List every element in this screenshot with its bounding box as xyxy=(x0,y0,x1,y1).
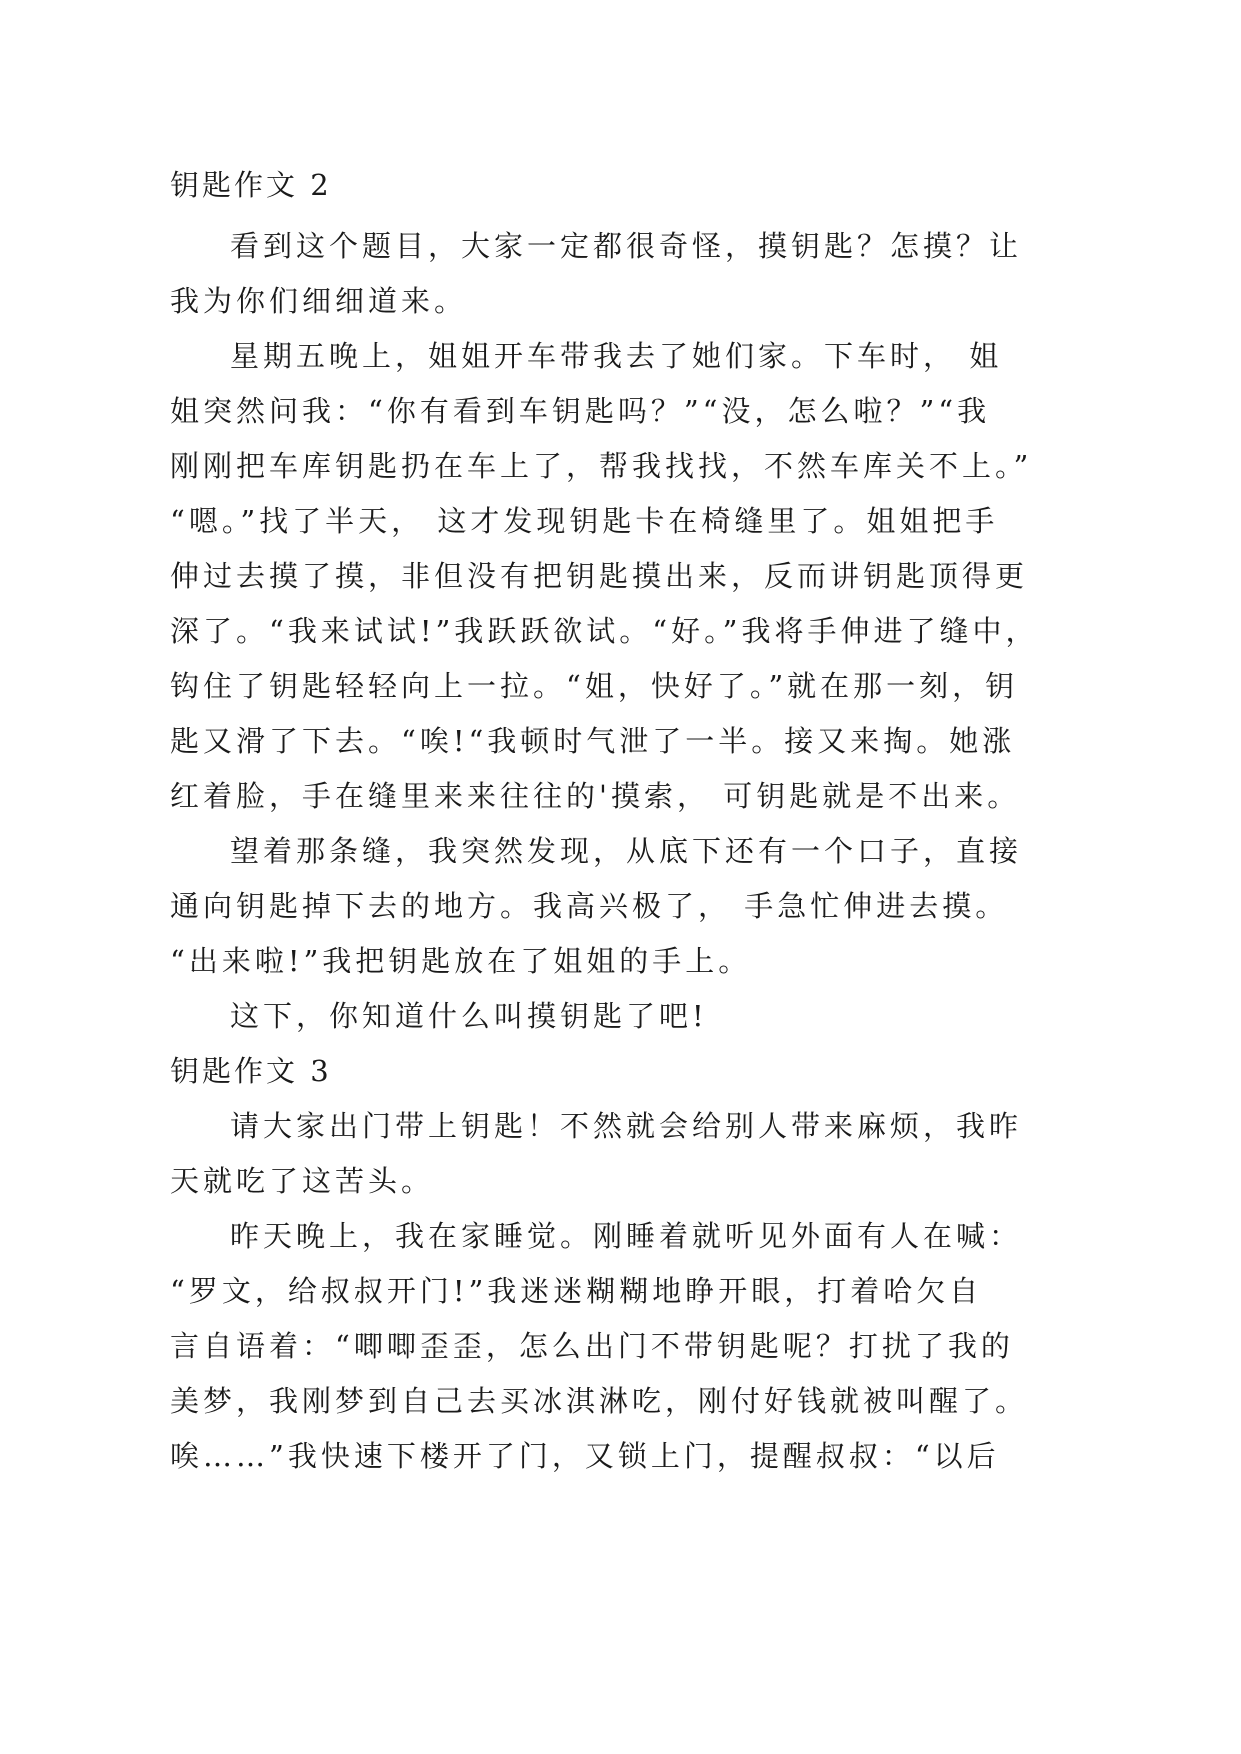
paragraph-line: 伸过去摸了摸，非但没有把钥匙摸出来，反而讲钥匙顶得更 xyxy=(170,559,1029,593)
paragraph-line: 我为你们细细道来。 xyxy=(170,284,468,318)
paragraph-line: 天就吃了这苦头。 xyxy=(170,1164,435,1198)
paragraph-line: 望着那条缝，我突然发现，从底下还有一个口子，直接 xyxy=(230,834,1023,868)
paragraph-line: 昨天晚上，我在家睡觉。刚睡着就听见外面有人在喊： xyxy=(230,1219,1023,1253)
paragraph-line: 星期五晚上，姐姐开车带我去了她们家。下车时， 姐 xyxy=(230,339,1003,373)
paragraph-line: “嗯。”找了半天， 这才发现钥匙卡在椅缝里了。姐姐把手 xyxy=(170,504,999,538)
paragraph-line: 美梦，我刚梦到自己去买冰淇淋吃，刚付好钱就被叫醒了。 xyxy=(170,1384,1029,1418)
paragraph-line: 匙又滑了下去。“唉!“我顿时气泄了一半。接又来掏。她涨 xyxy=(170,724,1016,758)
paragraph-line: 这下，你知道什么叫摸钥匙了吧! xyxy=(230,999,708,1033)
essay-title: 钥匙作文 2 xyxy=(170,168,332,202)
paragraph-line: 通向钥匙掉下去的地方。我高兴极了， 手急忙伸进去摸。 xyxy=(170,889,1009,923)
paragraph-line: 唉……”我快速下楼开了门，又锁上门，提醒叔叔：“以后 xyxy=(170,1439,1000,1473)
paragraph-line: 看到这个题目，大家一定都很奇怪，摸钥匙？怎摸？让 xyxy=(230,229,1023,263)
paragraph-line: 刚刚把车库钥匙扔在车上了，帮我找找，不然车库关不上。” xyxy=(170,449,1033,483)
paragraph-line: 请大家出门带上钥匙！不然就会给别人带来麻烦，我昨 xyxy=(230,1109,1023,1143)
paragraph-line: 言自语着：“唧唧歪歪，怎么出门不带钥匙呢？打扰了我的 xyxy=(170,1329,1014,1363)
paragraph-line: 姐突然问我：“你有看到车钥匙吗？”“没，怎么啦？”“我 xyxy=(170,394,991,428)
paragraph-line: 深了。“我来试试!”我跃跃欲试。“好。”我将手伸进了缝中， xyxy=(170,614,1039,648)
paragraph-line: “罗文，给叔叔开门!”我迷迷糊糊地睁开眼，打着哈欠自 xyxy=(170,1274,983,1308)
paragraph-line: 红着脸，手在缝里来来往往的'摸索， 可钥匙就是不出来。 xyxy=(170,779,1021,813)
paragraph-line: 钩住了钥匙轻轻向上一拉。“姐，快好了。”就在那一刻，钥 xyxy=(170,669,1019,703)
essay-title: 钥匙作文 3 xyxy=(170,1054,332,1088)
paragraph-line: “出来啦!”我把钥匙放在了姐姐的手上。 xyxy=(170,944,752,978)
